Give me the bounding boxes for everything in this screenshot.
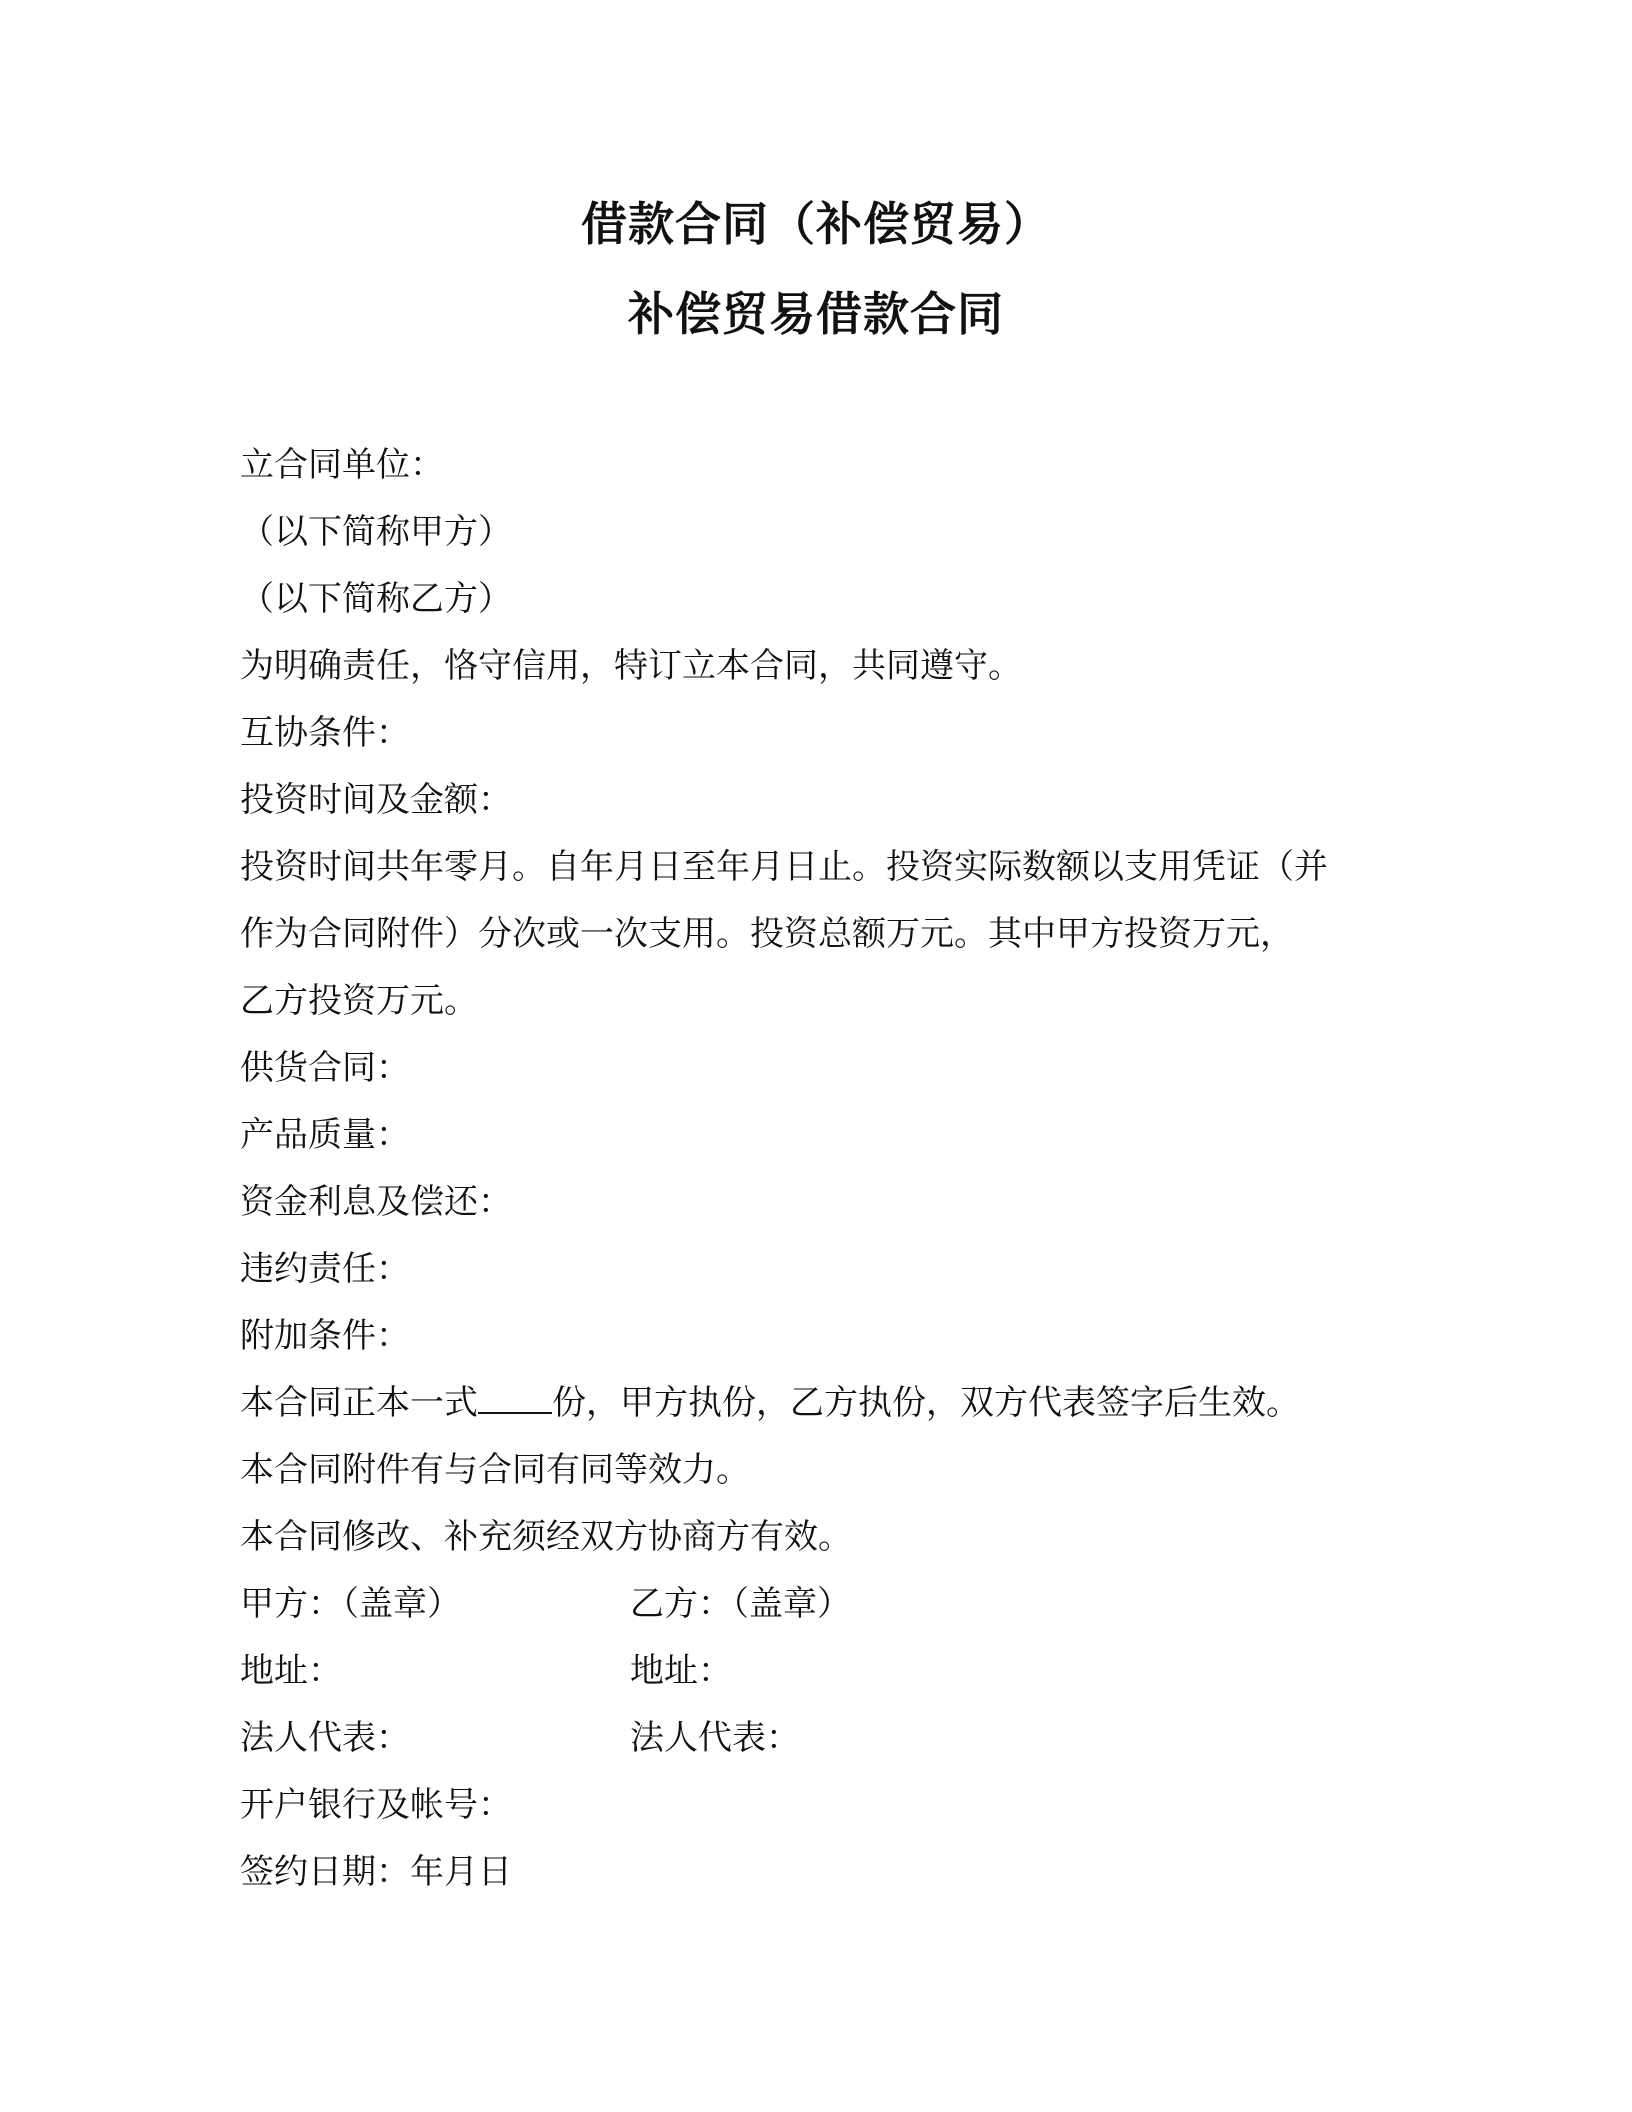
signature-rep-row <box>240 1705 1400 1772</box>
cooperation-terms: 互协条件： <box>240 713 410 753</box>
copies-blank <box>478 1382 552 1414</box>
copies-clause <box>240 1370 1400 1437</box>
investment-paragraph <box>240 834 1400 1035</box>
party-b-rep: 法人代表： <box>630 1718 800 1758</box>
parties-header: 立合同单位： <box>240 445 444 485</box>
investment-heading: 投资时间及金额： <box>240 780 512 820</box>
document-subtitle: 补偿贸易借款合同 <box>628 287 1004 341</box>
sign-date: 签约日期：年月日 <box>240 1852 512 1892</box>
party-b-address: 地址： <box>630 1651 732 1691</box>
signature-seal-row <box>240 1571 1400 1638</box>
party-a-address: 地址： <box>240 1651 342 1691</box>
additional-terms: 附加条件： <box>240 1316 410 1356</box>
product-quality: 产品质量： <box>240 1115 410 1155</box>
copies-prefix: 本合同正本一式 <box>240 1383 478 1423</box>
investment-text-line: 投资时间共年零月。自年月日至年月日止。投资实际数额以支用凭证（并 <box>240 847 1328 887</box>
supply-contract: 供货合同： <box>240 1048 410 1088</box>
party-b-seal: 乙方：（盖章） <box>630 1584 851 1624</box>
amendments-note: 本合同修改、补充须经双方协商方有效。 <box>240 1517 852 1557</box>
copies-suffix: 份，甲方执份，乙方执份，双方代表签字后生效。 <box>552 1383 1300 1423</box>
bank-account: 开户银行及帐号： <box>240 1785 512 1825</box>
party-a-seal: 甲方：（盖章） <box>240 1584 461 1624</box>
investment-text-line: 乙方投资万元。 <box>240 981 478 1021</box>
interest-repayment: 资金利息及偿还： <box>240 1182 512 1222</box>
document-title: 借款合同（补偿贸易） <box>581 197 1051 251</box>
party-b-note: （以下简称乙方） <box>240 579 512 619</box>
party-a-note: （以下简称甲方） <box>240 512 512 552</box>
preamble: 为明确责任，恪守信用，特订立本合同，共同遵守。 <box>240 646 1022 686</box>
attachments-note: 本合同附件有与合同有同等效力。 <box>240 1450 750 1490</box>
liability: 违约责任： <box>240 1249 410 1289</box>
document-body <box>240 432 1400 1906</box>
signature-address-row <box>240 1638 1400 1705</box>
investment-text-line: 作为合同附件）分次或一次支用。投资总额万元。其中甲方投资万元， <box>240 914 1294 954</box>
party-a-rep: 法人代表： <box>240 1718 410 1758</box>
